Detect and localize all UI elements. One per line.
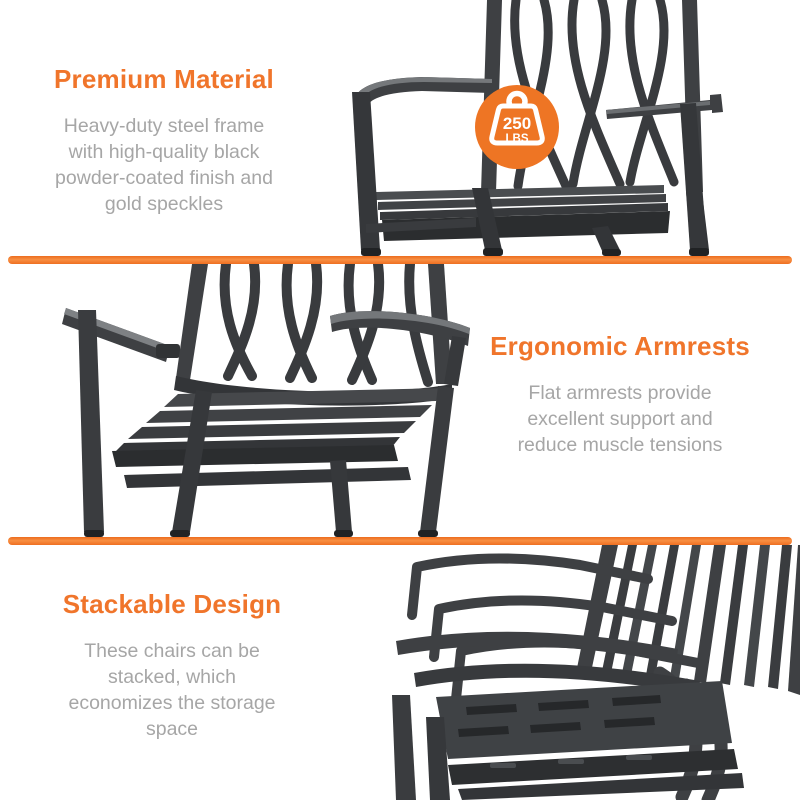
premium-material-body: [14, 113, 314, 217]
stackable-design-body: [22, 638, 322, 742]
body-line: Flat armrests provide: [528, 382, 712, 404]
section-divider-2: [8, 537, 792, 545]
chair-front-view-photo: [330, 0, 800, 257]
stackable-design-heading: Stackable Design: [62, 589, 282, 619]
body-line: powder-coated finish and: [55, 167, 273, 189]
section-ergonomic-armrests-text: [470, 331, 770, 458]
badge-value: 250: [502, 114, 532, 133]
stacked-chairs-photo: [330, 545, 800, 800]
section-stackable-design-text: [22, 589, 322, 742]
body-line: gold speckles: [104, 193, 224, 215]
ergonomic-armrests-body: [470, 380, 770, 458]
body-line: Heavy-duty steel frame: [63, 115, 265, 137]
body-line: with high-quality black: [68, 141, 260, 163]
section-premium-material-text: [14, 64, 314, 217]
body-line: space: [145, 718, 199, 740]
weight-capacity-badge: [475, 85, 559, 169]
chair-rear-view-photo: [0, 264, 480, 537]
body-line: excellent support and: [527, 408, 713, 430]
ergonomic-armrests-heading: Ergonomic Armrests: [490, 331, 750, 361]
body-line: These chairs can be: [84, 640, 260, 662]
body-line: reduce muscle tensions: [517, 434, 723, 456]
body-line: economizes the storage: [68, 692, 276, 714]
body-line: stacked, which: [108, 666, 236, 688]
badge-unit: LBS: [505, 133, 529, 145]
premium-material-heading: Premium Material: [54, 64, 274, 94]
section-divider-1: [8, 256, 792, 264]
